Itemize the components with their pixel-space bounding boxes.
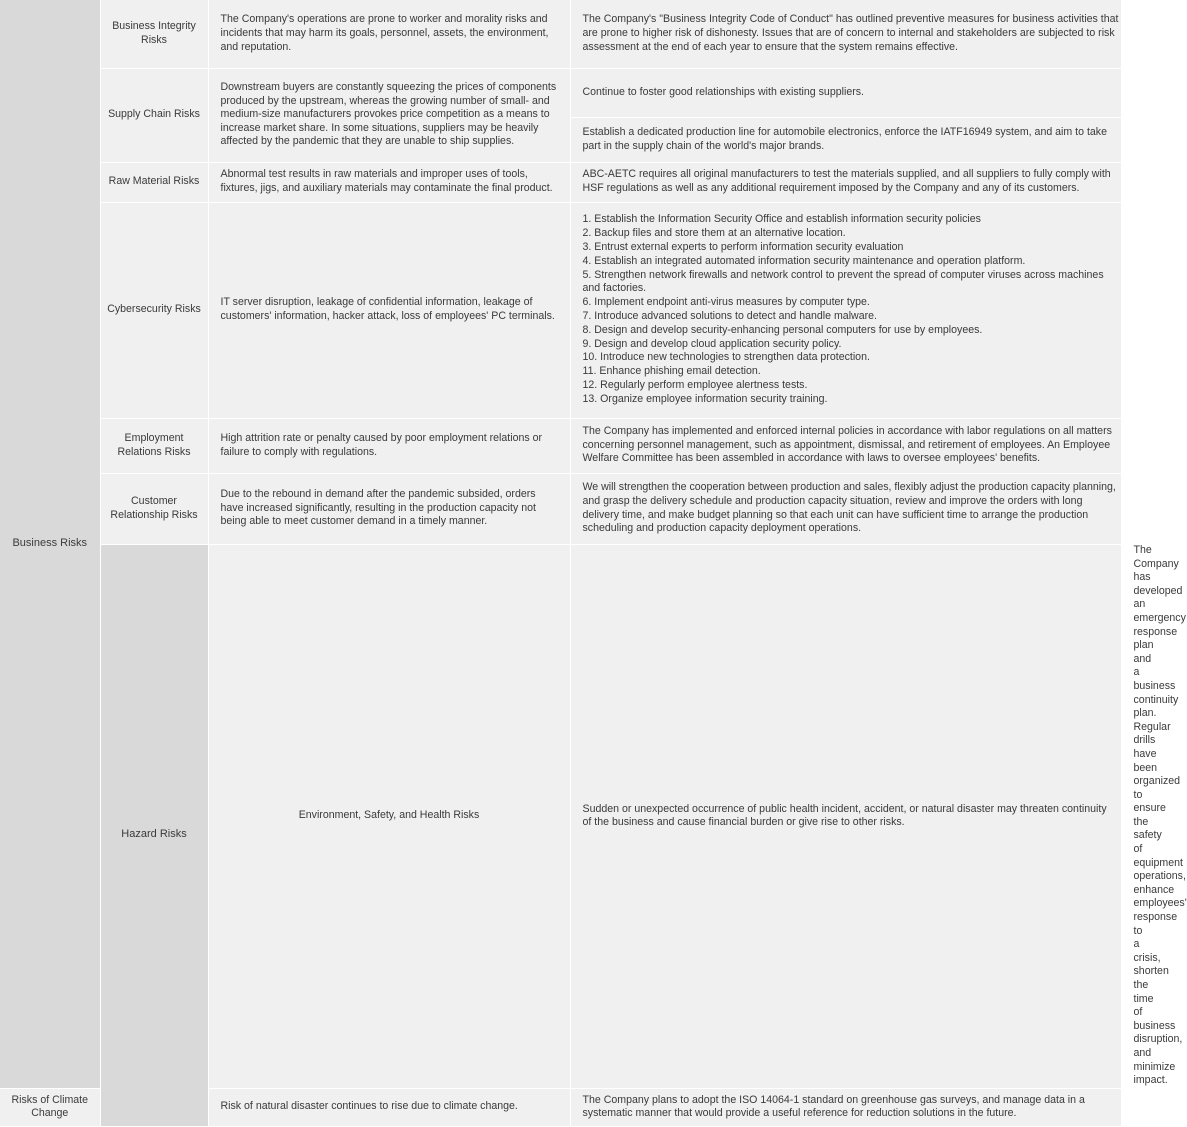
risk-description: Downstream buyers are constantly squeezing the prices of components produced by the upstream, whereas the growing number of small- and medium-size manufacturers provokes price competition as a means to increase market share. In some situations, suppliers may be heavily affected by the pandemic that they are unable to ship supplies. (208, 68, 570, 162)
list-item: 5. Strengthen network firewalls and network control to prevent the spread of computer viruses across machines and factories. (582, 268, 1104, 295)
risk-measures: Continue to foster good relationships with existing suppliers. (570, 68, 1121, 117)
risk-description: High attrition rate or penalty caused by poor employment relations or failure to comply with regulations. (208, 418, 570, 473)
risk-description: IT server disruption, leakage of confidential information, leakage of customers' information, hacker attack, loss of employees' PC terminals. (208, 202, 570, 418)
list-item: 9. Design and develop cloud application security policy. (582, 337, 842, 350)
table-row (0, 0, 1121, 68)
risk-measures: We will strengthen the cooperation between production and sales, flexibly adjust the production capacity planning, and grasp the delivery schedule and production capacity situation, review and improve the orders with long delivery time, and make budget planning so that each unit can have sufficient time to arrange the production scheduling and production capacity deployment operations. (570, 473, 1121, 544)
risk-name: Raw Material Risks (100, 162, 208, 202)
risk-description: Due to the rebound in demand after the pandemic subsided, orders have increased significantly, resulting in the production capacity not being able to meet customer demand in a timely manner. (208, 473, 570, 544)
table-row (0, 418, 1121, 473)
risk-measures (570, 202, 1121, 418)
category-hazard-risks: Hazard Risks (100, 544, 208, 1126)
risk-description: The Company's operations are prone to worker and morality risks and incidents that may harm its goals, personnel, assets, the environment, and reputation. (208, 0, 570, 68)
list-item: 7. Introduce advanced solutions to detect and handle malware. (582, 310, 877, 322)
list-item: 3. Entrust external experts to perform information security evaluation (582, 241, 904, 254)
risk-name: Environment, Safety, and Health Risks (208, 544, 570, 1088)
list-item: 1. Establish the Information Security Office and establish information security policies (582, 213, 981, 226)
table-row (0, 162, 1121, 202)
risk-name: Risks of Climate Change (0, 1088, 100, 1126)
risk-name: Supply Chain Risks (100, 68, 208, 162)
list-item: 8. Design and develop security-enhancing personal computers for use by employees. (582, 323, 983, 336)
table-row (0, 68, 1121, 117)
risk-measures: The Company's "Business Integrity Code of Conduct" has outlined preventive measures for business activities that are prone to higher risk of dishonesty. Issues that are of concern to internal and stakeholders are subjected to risk assessment at the end of each year to ensure that the system remains effective. (570, 0, 1121, 68)
risk-measures: The Company has implemented and enforced internal policies in accordance with labor regulations on all matters concerning personnel management, such as appointment, dismissal, and retirement of employees. An Employee Welfare Committee has been assembled in accordance with laws to oversee employees' benefits. (570, 418, 1121, 473)
risk-description: Abnormal test results in raw materials and improper uses of tools, fixtures, jigs, and auxiliary materials may contaminate the final product. (208, 162, 570, 202)
list-item: 10. Introduce new technologies to strengthen data protection. (582, 351, 870, 364)
risk-measures: ABC-AETC requires all original manufacturers to test the materials supplied, and all suppliers to fully comply with HSF regulations as well as any additional requirement imposed by the Company and any of its customers. (570, 162, 1121, 202)
risk-measures: The Company plans to adopt the ISO 14064-1 standard on greenhouse gas surveys, and manage data in a systematic manner that would provide a useful reference for reduction solutions in the future. (570, 1088, 1121, 1126)
list-item: 2. Backup files and store them at an alternative location. (582, 227, 846, 240)
risk-name: Customer Relationship Risks (100, 473, 208, 544)
cybersecurity-measures-list (583, 213, 1119, 406)
category-business-risks: Business Risks (0, 0, 100, 1088)
list-item: 11. Enhance phishing email detection. (582, 365, 761, 378)
table-row (0, 473, 1121, 544)
risk-name: Business Integrity Risks (100, 0, 208, 68)
risk-description: Sudden or unexpected occurrence of public health incident, accident, or natural disaster may threaten continuity of the business and cause financial burden or give rise to other risks. (570, 544, 1121, 1088)
list-item: 4. Establish an integrated automated information security maintenance and operation platform. (582, 254, 1026, 267)
risk-name: Employment Relations Risks (100, 418, 208, 473)
risk-measures: Establish a dedicated production line for automobile electronics, enforce the IATF16949 system, and aim to take part in the supply chain of the world's major brands. (570, 117, 1121, 162)
table-row (0, 202, 1121, 418)
list-item: 13. Organize employee information security training. (582, 392, 828, 405)
risk-name: Cybersecurity Risks (100, 202, 208, 418)
risk-description: Risk of natural disaster continues to rise due to climate change. (208, 1088, 570, 1126)
table-row: Hazard Risks Environment, Safety, and Health Risks Sudden or unexpected occurrence of public health incident, accident, or natural disaster may threaten continuity of the business and cause financial burden or give rise to other risks. The Company has developed an emergency response plan and a business continuity plan. Regular drills have been organized to ensure the safety of equipment operations, enhance employees' response to a crisis, shorten the time of business disruption, and minimize impact. (0, 544, 1121, 1088)
list-item: 6. Implement endpoint anti-virus measures by computer type. (582, 296, 870, 309)
list-item: 12. Regularly perform employee alertness tests. (582, 378, 808, 391)
